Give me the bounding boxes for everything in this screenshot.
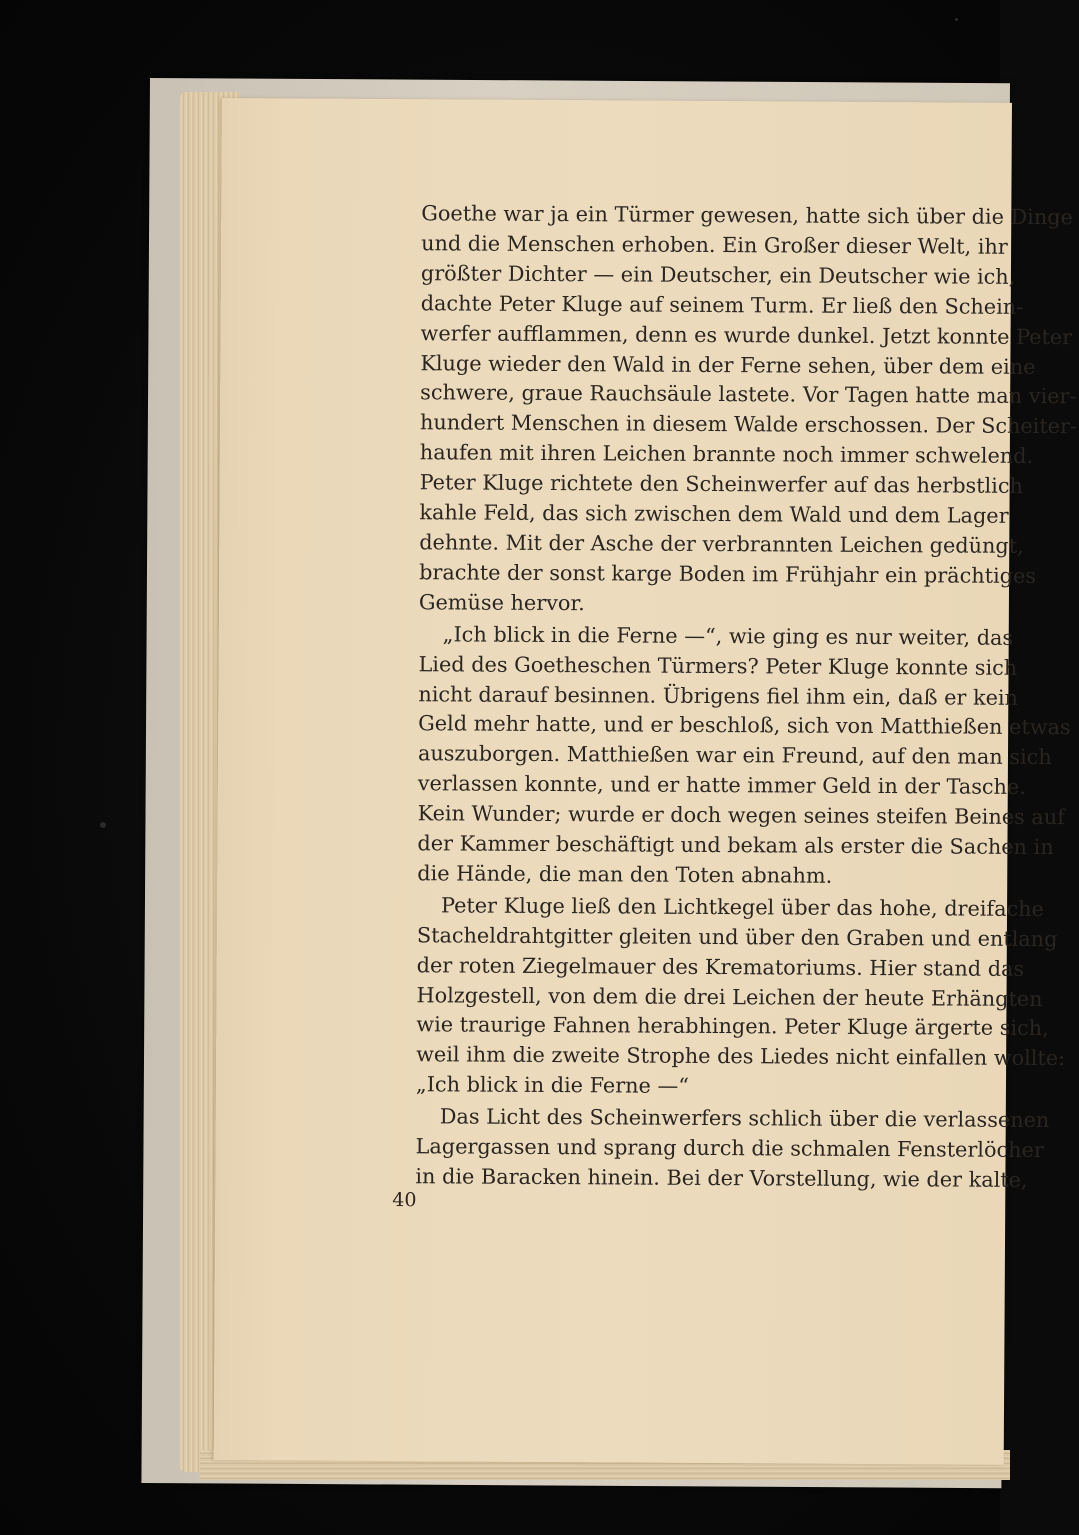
text-line: wie traurige Fahnen herabhingen. Peter Kluge ärgerte sich, [416, 1012, 1049, 1041]
text-line: Stacheldrahtgitter gleiten und über den Graben und entlang [416, 922, 1058, 951]
text-line: auszuborgen. Matthießen war ein Freund, auf den man sich [417, 741, 1052, 770]
text-line: Lagergassen und sprang durch die schmalen Fensterlöcher [415, 1134, 1044, 1163]
text-line: Kluge wieder den Wald in der Ferne sehen, über dem eine [420, 350, 1036, 379]
dust-speck [955, 18, 958, 21]
text-line: der Kammer beschäftigt und bekam als erster die Sachen in [417, 831, 1054, 860]
text-line: dachte Peter Kluge auf seinem Turm. Er ließ den Schein- [420, 290, 1024, 319]
text-line: die Hände, die man den Toten abnahm. [417, 861, 833, 888]
text-line: hundert Menschen in diesem Walde erschossen. Der Scheiter- [419, 410, 1078, 439]
text-line: der roten Ziegelmauer des Krematoriums. Hier stand das [416, 952, 1025, 981]
page-number: 40 [392, 1189, 417, 1212]
text-line: weil ihm die zweite Strophe des Liedes nicht einfallen wollte: [416, 1042, 1066, 1071]
text-line: Peter Kluge richtete den Scheinwerfer auf das herbstlich [419, 470, 1023, 499]
text-line: und die Menschen erhoben. Ein Großer dieser Welt, ihr [421, 231, 1008, 259]
text-line: werfer aufflammen, denn es wurde dunkel. Jetzt konnte Peter [420, 320, 1073, 349]
text-line: Kein Wunder; wurde er doch wegen seines steifen Beines auf [417, 801, 1065, 830]
text-line: Holzgestell, von dem die drei Leichen der heute Erhängten [416, 982, 1043, 1011]
text-line: „Ich blick in die Ferne —“, wie ging es nur weiter, das [442, 622, 1014, 650]
text-line: brachte der sonst karge Boden im Frühjahr ein prächtiges [419, 560, 1037, 588]
text-line: Gemüse hervor. [418, 589, 585, 616]
book-page [214, 98, 1078, 1465]
text-line: haufen mit ihren Leichen brannte noch immer schwelend. [419, 440, 1034, 469]
text-line: „Ich blick in die Ferne —“ [415, 1072, 689, 1099]
text-line: nicht darauf besinnen. Übrigens fiel ihm ein, daß er kein [418, 681, 1019, 710]
text-line: dehnte. Mit der Asche der verbrannten Leichen gedüngt, [419, 530, 1024, 558]
paragraph [415, 1102, 1050, 1195]
text-line: verlassen konnte, und er hatte immer Geld in der Tasche. [417, 771, 1026, 800]
paragraph [417, 620, 1071, 893]
text-line: Das Licht des Scheinwerfers schlich über die verlassenen [439, 1104, 1050, 1133]
paragraph [415, 891, 1066, 1104]
text-line: Lied des Goetheschen Türmers? Peter Kluge konnte sich [418, 651, 1018, 680]
text-line: schwere, graue Rauchsäule lastete. Vor Tagen hatte man vier- [420, 380, 1077, 409]
text-line: in die Baracken hinein. Bei der Vorstellung, wie der kalte, [415, 1164, 1028, 1192]
text-line: Peter Kluge ließ den Lichtkegel über das hohe, dreifache [440, 893, 1044, 921]
paragraph [418, 199, 1078, 621]
text-line: kahle Feld, das sich zwischen dem Wald und dem Lager [419, 500, 1009, 528]
text-line: größter Dichter — ein Deutscher, ein Deutscher wie ich, [420, 261, 1016, 289]
dust-speck [100, 822, 106, 828]
body-text [415, 199, 1078, 1197]
text-line: Goethe war ja ein Türmer gewesen, hatte sich über die Dinge [421, 201, 1073, 230]
text-line: Geld mehr hatte, und er beschloß, sich von Matthießen etwas [418, 711, 1071, 740]
